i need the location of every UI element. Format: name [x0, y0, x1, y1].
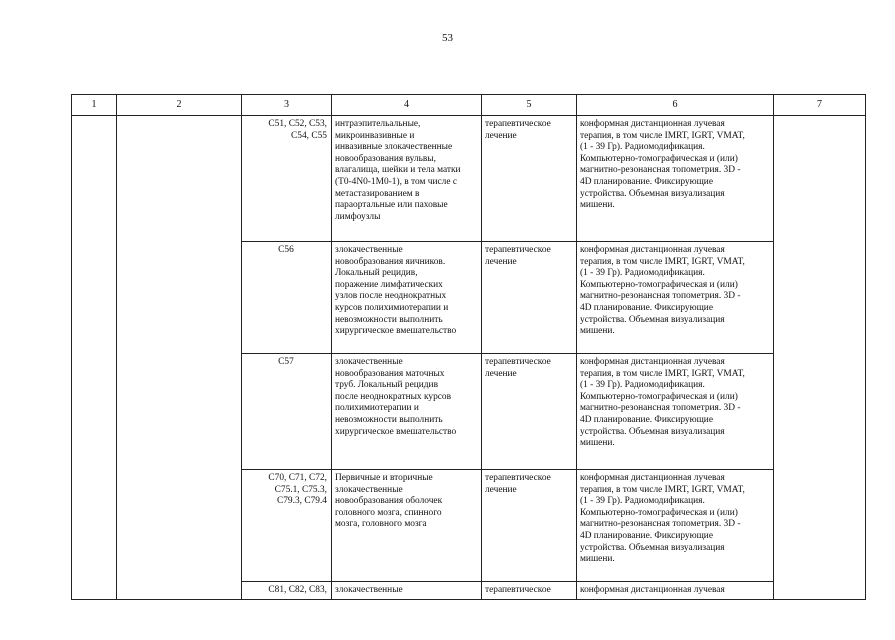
column-header: 5 [482, 95, 577, 116]
cell-text-line: лимфоузлы [335, 211, 381, 222]
cell-text-line: магнитно-резонансная топометрия. 3D - [580, 165, 741, 176]
cell-text-line: терапия, в том числе IMRT, IGRT, VMAT, [580, 256, 745, 267]
cell-text-line: Компьютерно-томографическая и (или) [580, 279, 738, 290]
cell-text-line: головного мозга, спинного [335, 507, 442, 518]
column-header: 6 [577, 95, 774, 116]
cell-text-line: лечение [485, 130, 517, 141]
cell-text-line: невозможности выполнить [335, 414, 443, 425]
cell-col-7 [774, 582, 866, 600]
table-row [72, 582, 866, 600]
cell-text-line: полихимиотерапии и [335, 403, 419, 414]
cell-text-line: 4D планирование. Фиксирующие [580, 414, 713, 425]
cell-text-line: 4D планирование. Фиксирующие [580, 176, 713, 187]
cell-col-7 [774, 354, 866, 470]
cell-treatment-method [577, 470, 774, 582]
cell-text-line: C54, C55 [291, 130, 327, 141]
cell-text-line: (1 - 39 Гр). Радиомодификация. [580, 268, 705, 279]
cell-text-line: микроинвазивные и [335, 130, 415, 141]
cell-col-1 [72, 116, 117, 242]
cell-treatment-method [577, 582, 774, 600]
table-header-row [72, 95, 866, 116]
cell-treatment-type [482, 582, 577, 600]
cell-text-line: злокачественные [335, 357, 403, 367]
page-number: 53 [442, 32, 453, 44]
cell-text-line: магнитно-резонансная топометрия. 3D - [580, 291, 741, 302]
cell-diagnosis [332, 116, 482, 242]
cell-text-line: магнитно-резонансная топометрия. 3D - [580, 519, 741, 530]
cell-text-line: узлов после неоднократных [335, 291, 447, 302]
cell-text-line: 4D планирование. Фиксирующие [580, 530, 713, 541]
cell-text-line: C51, C52, C53, [268, 119, 327, 129]
cell-text-line: злокачественные [335, 585, 403, 595]
cell-diagnosis [332, 582, 482, 600]
cell-text-line: терапевтическое [485, 357, 551, 367]
cell-text-line: терапевтическое [485, 119, 551, 129]
cell-text-line: влагалища, шейки и тела матки [335, 165, 461, 176]
table-row [72, 242, 866, 354]
cell-text-line: мишени. [580, 554, 615, 565]
cell-text-line: терапия, в том числе IMRT, IGRT, VMAT, [580, 484, 745, 495]
cell-text-line: хирургическое вмешательство [335, 326, 457, 337]
cell-text-line: мишени. [580, 200, 615, 211]
cell-col-2 [117, 470, 242, 582]
cell-treatment-method [577, 116, 774, 242]
cell-text-line: конформная дистанционная лучевая [580, 473, 725, 483]
cell-text-line: конформная дистанционная лучевая [580, 585, 725, 595]
cell-col-1 [72, 470, 117, 582]
cell-treatment-method [577, 242, 774, 354]
column-header: 3 [242, 95, 332, 116]
cell-text-line: C70, C71, C72, [268, 473, 327, 483]
cell-text-line: устройства. Объемная визуализация [580, 188, 725, 199]
cell-col-1 [72, 354, 117, 470]
cell-text-line: злокачественные [335, 245, 403, 255]
cell-text-line: (1 - 39 Гр). Радиомодификация. [580, 142, 705, 153]
cell-diagnosis [332, 470, 482, 582]
cell-text-line: C57 [278, 357, 294, 367]
cell-treatment-type [482, 470, 577, 582]
cell-icd-codes [242, 116, 332, 242]
cell-text-line: Компьютерно-томографическая и (или) [580, 391, 738, 402]
cell-text-line: C81, C82, C83, [268, 585, 327, 595]
cell-text-line: C75.1, C75.3, [274, 484, 327, 495]
cell-text-line: устройства. Объемная визуализация [580, 542, 725, 553]
cell-col-2 [117, 582, 242, 600]
cell-text-line: терапевтическое [485, 473, 551, 483]
cell-text-line: поражение лимфатических [335, 279, 443, 290]
table-body [72, 116, 866, 600]
cell-text-line: курсов полихимиотерапии и [335, 302, 449, 313]
cell-treatment-type [482, 354, 577, 470]
cell-text-line: мозга, головного мозга [335, 519, 427, 530]
cell-text-line: (1 - 39 Гр). Радиомодификация. [580, 380, 705, 391]
cell-text-line: метастазированием в [335, 188, 420, 199]
cell-treatment-type [482, 242, 577, 354]
cell-text-line: конформная дистанционная лучевая [580, 119, 725, 129]
cell-text-line: инвазивные злокачественные [335, 142, 453, 153]
cell-text-line: (1 - 39 Гр). Радиомодификация. [580, 496, 705, 507]
column-header: 4 [332, 95, 482, 116]
cell-diagnosis [332, 242, 482, 354]
cell-text-line: интраэпительальные, [335, 119, 421, 129]
cell-text-line: лечение [485, 256, 517, 267]
cell-text-line: мишени. [580, 438, 615, 449]
column-header: 7 [774, 95, 866, 116]
cell-text-line: лечение [485, 484, 517, 495]
cell-text-line: магнитно-резонансная топометрия. 3D - [580, 403, 741, 414]
table-row [72, 354, 866, 470]
cell-diagnosis [332, 354, 482, 470]
cell-col-2 [117, 354, 242, 470]
cell-text-line: (T0-4N0-1M0-1), в том числе с [335, 176, 458, 187]
medical-care-table [71, 94, 866, 600]
cell-icd-codes [242, 470, 332, 582]
table-row [72, 470, 866, 582]
cell-text-line: Локальный рецидив, [335, 268, 418, 279]
cell-col-2 [117, 116, 242, 242]
cell-text-line: новообразования оболочек [335, 496, 443, 507]
cell-text-line: Первичные и вторичные [335, 473, 433, 483]
cell-text-line: новообразования маточных [335, 368, 445, 379]
cell-treatment-method [577, 354, 774, 470]
column-header: 1 [72, 95, 117, 116]
cell-text-line: конформная дистанционная лучевая [580, 357, 725, 367]
cell-text-line: Компьютерно-томографическая и (или) [580, 507, 738, 518]
cell-text-line: труб. Локальный рецидив [335, 380, 438, 391]
table-row [72, 116, 866, 242]
cell-icd-codes [242, 242, 332, 354]
cell-text-line: терапевтическое [485, 585, 551, 595]
cell-icd-codes [242, 354, 332, 470]
cell-text-line: хирургическое вмешательство [335, 426, 457, 437]
cell-icd-codes [242, 582, 332, 600]
cell-text-line: 4D планирование. Фиксирующие [580, 302, 713, 313]
cell-col-2 [117, 242, 242, 354]
cell-text-line: C56 [278, 245, 294, 255]
cell-text-line: конформная дистанционная лучевая [580, 245, 725, 255]
cell-text-line: терапия, в том числе IMRT, IGRT, VMAT, [580, 130, 745, 141]
cell-text-line: невозможности выполнить [335, 314, 443, 325]
cell-col-7 [774, 242, 866, 354]
cell-text-line: лечение [485, 368, 517, 379]
cell-treatment-type [482, 116, 577, 242]
cell-col-7 [774, 470, 866, 582]
cell-text-line: терапевтическое [485, 245, 551, 255]
cell-text-line: после неоднократных курсов [335, 391, 452, 402]
column-header: 2 [117, 95, 242, 116]
cell-col-1 [72, 242, 117, 354]
cell-text-line: новообразования яичников. [335, 256, 446, 267]
cell-text-line: мишени. [580, 326, 615, 337]
cell-text-line: злокачественные [335, 484, 403, 495]
cell-text-line: устройства. Объемная визуализация [580, 426, 725, 437]
cell-text-line: параортальные или паховые [335, 200, 448, 211]
cell-text-line: Компьютерно-томографическая и (или) [580, 153, 738, 164]
cell-col-7 [774, 116, 866, 242]
cell-col-1 [72, 582, 117, 600]
cell-text-line: устройства. Объемная визуализация [580, 314, 725, 325]
cell-text-line: терапия, в том числе IMRT, IGRT, VMAT, [580, 368, 745, 379]
cell-text-line: C79.3, C79.4 [276, 496, 327, 507]
cell-text-line: новообразования вульвы, [335, 153, 436, 164]
